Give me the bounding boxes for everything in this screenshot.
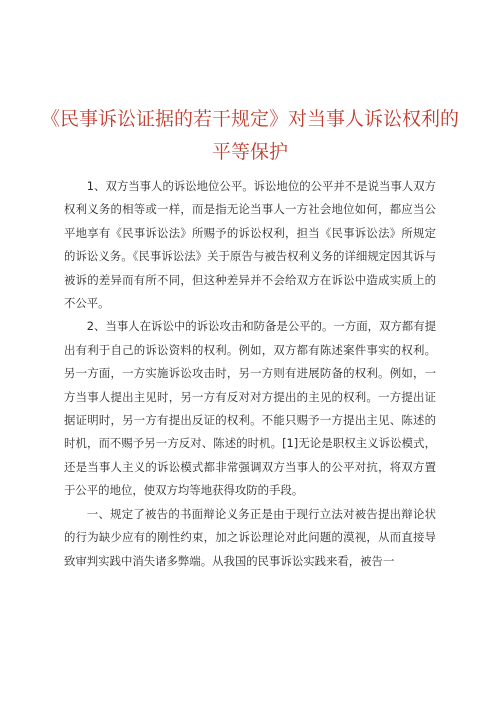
- paragraph: 一、规定了被告的书面辩论义务正是由于现行立法对被告提出辩论状的行为缺少应有的刚性约束，加之诉讼理论对此问题的漠视，从而直接导致审判实践中消失诸多弊端。从我国的民事诉讼实践来看，被告一: [64, 506, 436, 568]
- paragraph: 1、双方当事人的诉讼地位公平。诉讼地位的公平并不是说当事人双方权利义务的相等或一样，而是指无论当事人一方社会地位如何，都应当公平地享有《民事诉讼法》所赐予的诉讼权利，担当《民事诉讼法》所规定的诉讼义务。《民事诉讼法》关于原告与被告权利义务的详细规定因其诉与被诉的差异而有所不同，但这种差异并不会给双方在诉讼中造成实质上的不公平。: [64, 179, 436, 311]
- document-title: 《民事诉讼证据的若干规定》对当事人诉讼权利的平等保护: [40, 108, 459, 163]
- document-body: [64, 175, 436, 573]
- paragraph: 2、当事人在诉讼中的诉讼攻击和防备是公平的。一方面，双方都有提出有利于自己的诉讼资料的权利。例如，双方都有陈述案件事实的权利。另一方面，一方实施诉讼攻击时，另一方则有进展防备的权利。例如，一方当事人提出主见时，另一方有反对对方提出的主见的权利。一方提出证据证明时，另一方有提出反证的权利。不能只赐予一方提出主见、陈述的时机，而不赐予另一方反对、陈述的时机。[1]无论是职权主义诉讼模式，还是当事人主义的诉讼模式都非常强调双方当事人的公平对抗，将双方置于公平的地位，使双方均等地获得攻防的手段。: [64, 319, 436, 498]
